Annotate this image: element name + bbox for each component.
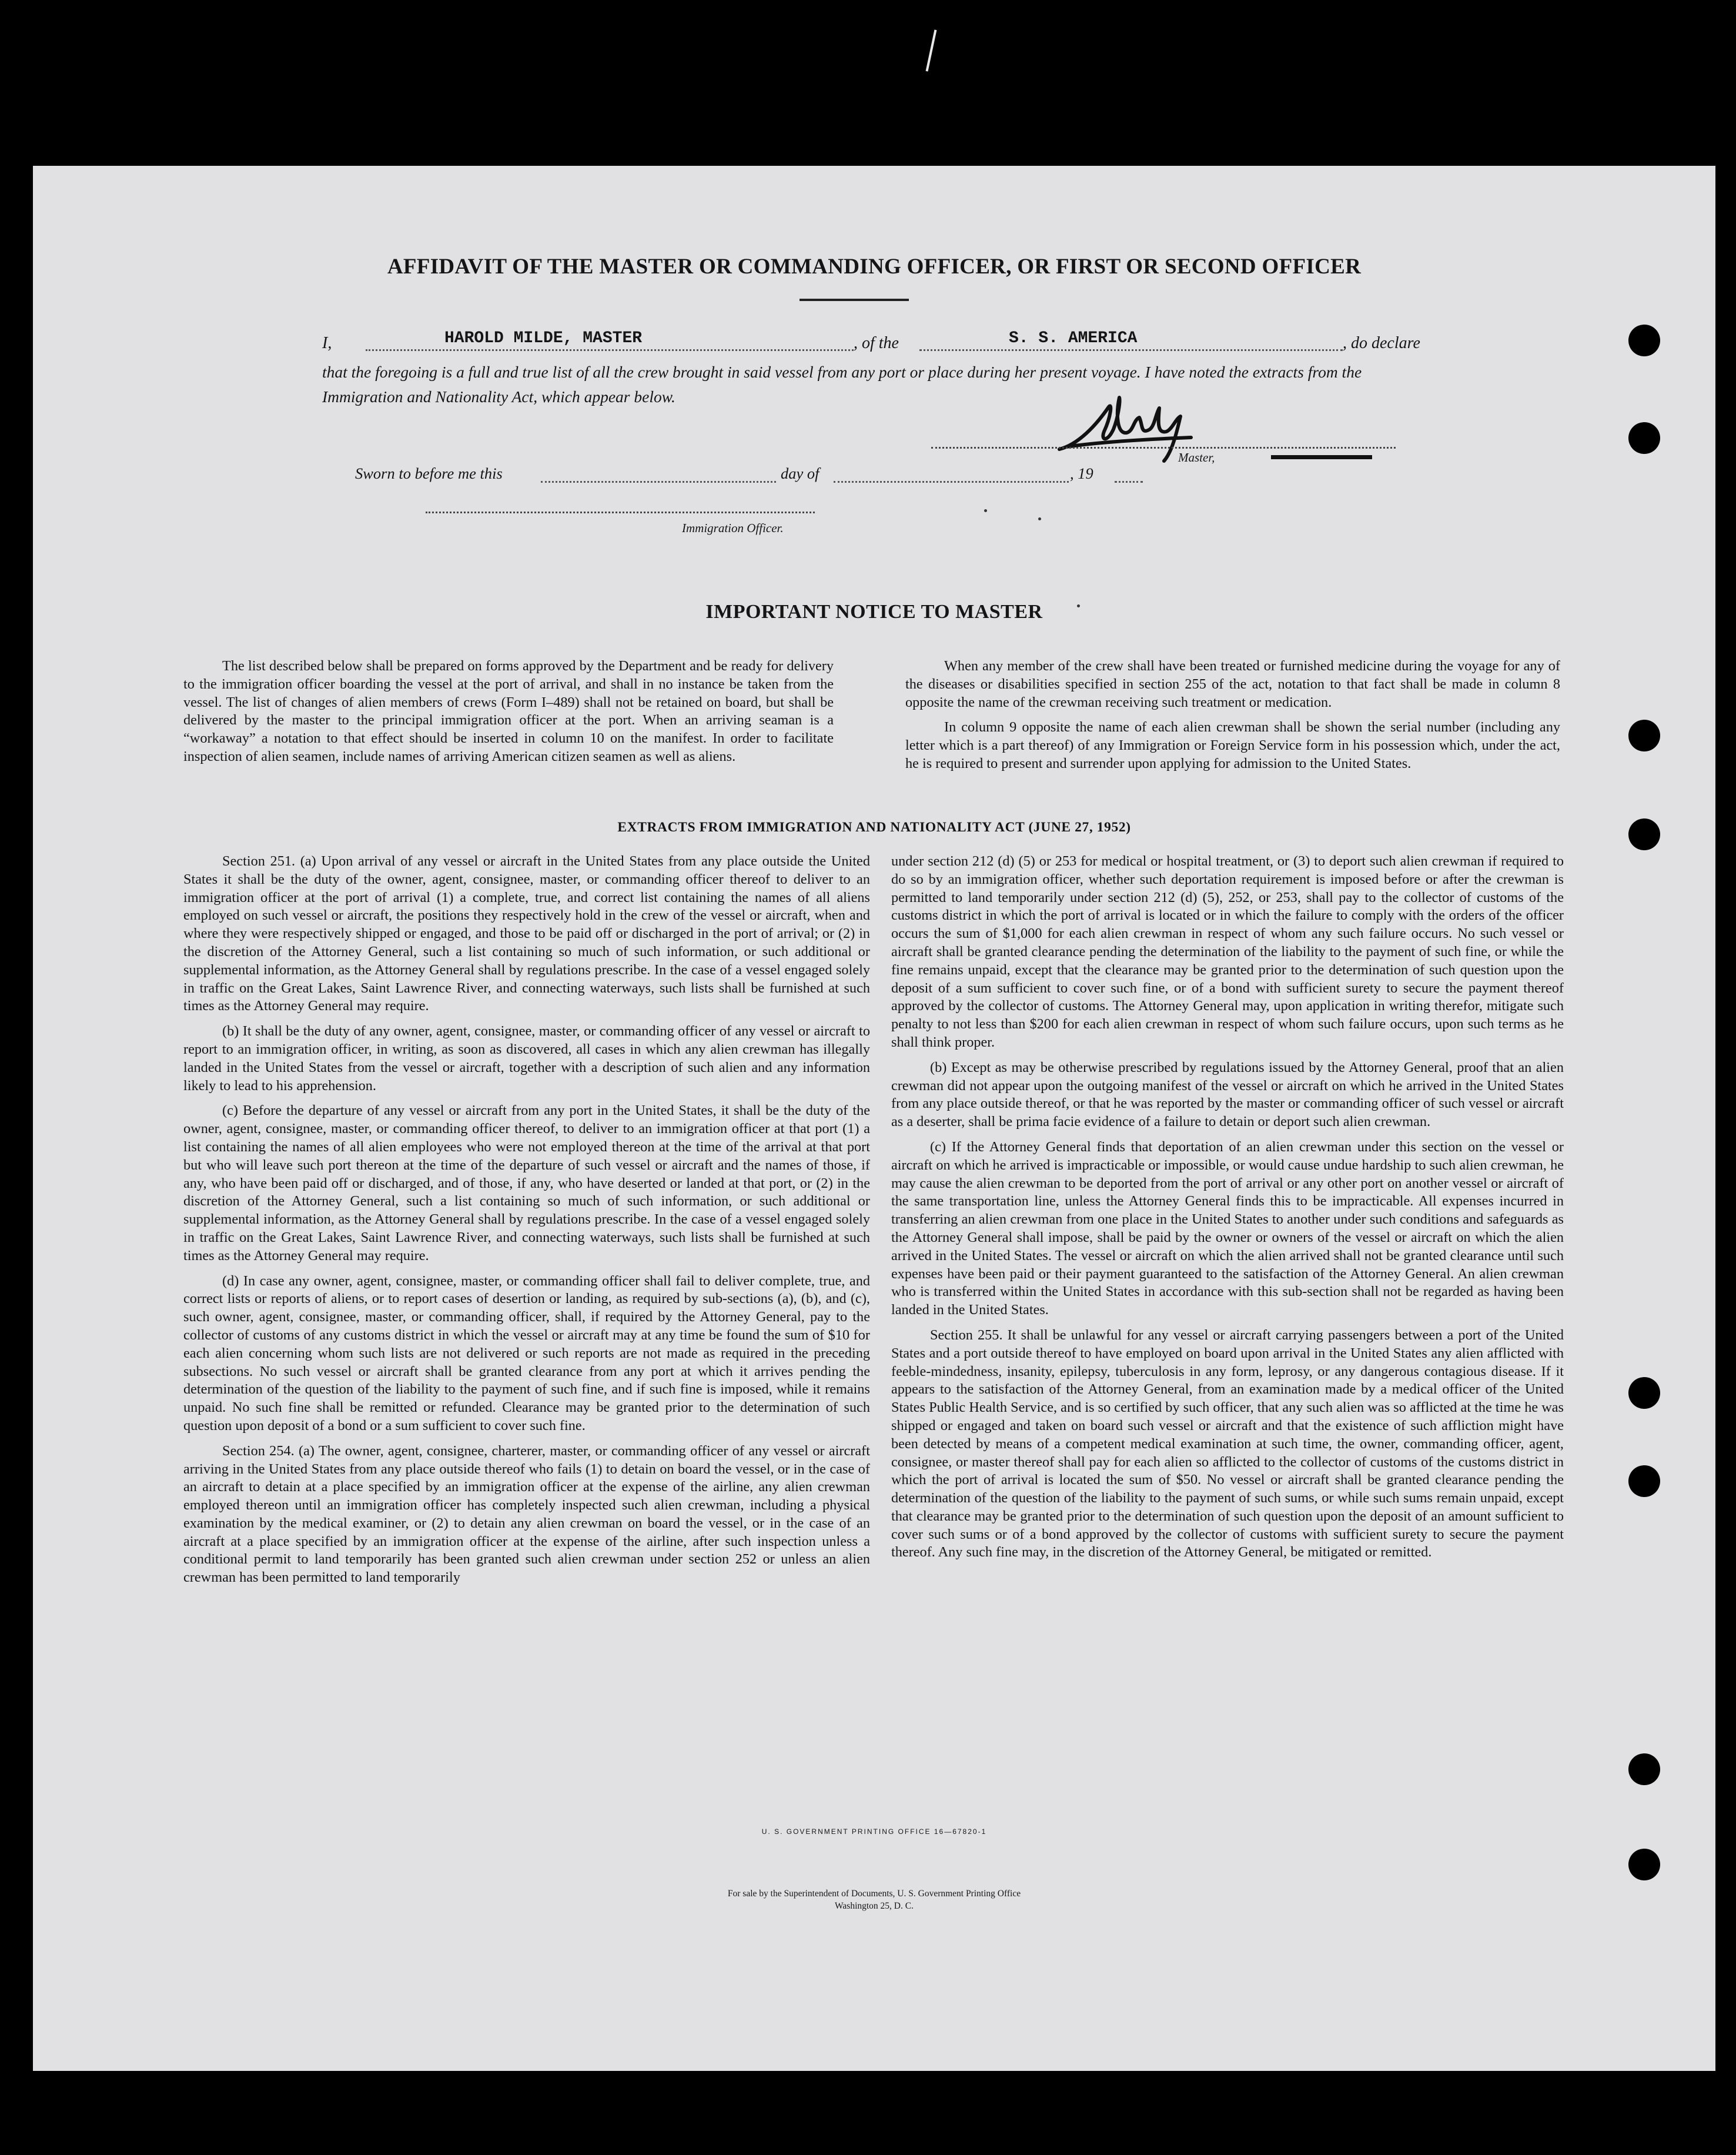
scan-speck bbox=[1038, 517, 1041, 520]
declarant-name: HAROLD MILDE, MASTER bbox=[444, 329, 643, 348]
struck-out-officer-title bbox=[1271, 455, 1372, 459]
punch-hole bbox=[1628, 422, 1660, 454]
section-251d: (d) In case any owner, agent, consignee, master, or commanding officer shall fail to deliver complete, true, and correct lists or reports of aliens, or to report cases of desertion or landing, as required by sub-sections (a), (b), and (c), such owner, agent, consignee, master, or commanding officer, shall, if required by the Attorney General, pay to the collector of customs of any customs district in which the vessel or aircraft may at any time be found the sum of $10 for each alien concerning whom such lists are not delivered or such reports are not made as required in the preceding subsections. No such vessel or aircraft shall be granted clearance from any port at which it arrives pending the determination of the question of the liability to the payment of such fine, and if such fine is imposed, while it remains unpaid. No such fine shall be remitted or refunded. Clearance may be granted prior to the determination of such question upon deposit of a bond or a sum sufficient to cover such fine. bbox=[183, 1272, 870, 1434]
punch-hole bbox=[1628, 1465, 1660, 1497]
section-254a: Section 254. (a) The owner, agent, consignee, charterer, master, or commanding officer of any vessel or aircraft arriving in the United States from any place outside thereof who fails (1) to detain on board the vessel, or in the case of an aircraft to detain at a place specified by an immigration officer at the expense of the airline, any alien crewman employed thereon until an immigration officer has completely inspected such alien crewman, including a physical examination by the medical examiner, or (2) to detain any alien crewman on board the vessel, or in the case of an aircraft at a place specified by an immigration officer at the expense of the airline, after such inspection unless a conditional permit to land temporarily has been granted such alien crewman under section 252 or unless an alien crewman has been permitted to land temporarily bbox=[183, 1442, 870, 1586]
section-254b: (b) Except as may be otherwise prescribed by regulations issued by the Attorney General, proof that an alien crewman did not appear upon the outgoing manifest of the vessel or aircraft on which he arrived in the United States from any place outside thereof, or that he was reported by the master or commanding officer of such vessel or aircraft as a deserter, shall be prima facie evidence of a failure to detain or deport such alien crewman. bbox=[891, 1059, 1564, 1130]
sworn-line bbox=[355, 465, 1178, 488]
signature-image bbox=[1055, 390, 1196, 467]
notice-paragraph: In column 9 opposite the name of each alien crewman shall be shown the serial number (including any letter which is a part thereof) of any Immigration or Foreign Service form in his possession which, under the act, he is required to present and surrender upon applying for admission to the United States. bbox=[905, 719, 1560, 771]
scan-speck bbox=[984, 509, 987, 512]
printer-imprint: U. S. GOVERNMENT PRINTING OFFICE 16—67820-1 bbox=[761, 1827, 987, 1836]
extracts-left-column bbox=[183, 853, 870, 1587]
affidavit-page bbox=[33, 166, 1715, 2071]
punch-hole bbox=[1628, 1849, 1660, 1880]
affidavit-title: AFFIDAVIT OF THE MASTER OR COMMANDING OFFICER, OR FIRST OR SECOND OFFICER bbox=[387, 255, 1362, 279]
title-rule bbox=[800, 299, 909, 301]
immigration-officer-label: Immigration Officer. bbox=[682, 521, 784, 535]
section-254c: (c) If the Attorney General finds that deportation of an alien crewman under this section on the vessel or aircraft on which he arrived is impracticable or impossible, or would cause undue hardship to such alien crewman, he may cause the alien crewman to be deported from the port of arrival or any other port on another vessel or aircraft of the same transportation line, unless the Attorney General finds this to be impracticable. All expenses incurred in transferring an alien crewman from one place in the United States to another under such conditions and safeguards as the Attorney General shall impose, shall be paid by the owner or owners of the vessel or aircraft on which the alien arrived in the United States. The vessel or aircraft on which the alien arrived shall not be granted clearance until such expenses have been paid or their payment guaranteed to the satisfaction of the Attorney General. An alien crewman who is transferred within the United States in accordance with this sub-section shall not be regarded as having been landed in the United States. bbox=[891, 1138, 1564, 1318]
scan-speck bbox=[1077, 604, 1080, 607]
extracts-title: EXTRACTS FROM IMMIGRATION AND NATIONALITY ACT (JUNE 27, 1952) bbox=[617, 820, 1131, 835]
do-declare-label: , do declare bbox=[1343, 334, 1420, 352]
signature-line bbox=[931, 447, 1396, 449]
day-of-label: day of bbox=[781, 465, 820, 482]
declarant-prefix: I, bbox=[322, 334, 332, 352]
sale-notice-line: For sale by the Superintendent of Documents, U. S. Government Printing Office bbox=[727, 1889, 1021, 1899]
year-prefix-label: , 19 bbox=[1070, 465, 1093, 482]
scan-mark bbox=[926, 29, 937, 71]
punch-hole bbox=[1628, 325, 1660, 356]
declarant-line bbox=[322, 329, 1433, 355]
extracts-right-column bbox=[891, 853, 1564, 1562]
immigration-officer-line bbox=[426, 512, 815, 513]
notice-right-column bbox=[905, 657, 1560, 773]
sworn-day-dotted-line bbox=[541, 481, 776, 483]
section-254a-continued: under section 212 (d) (5) or 253 for medical or hospital treatment, or (3) to deport such alien crewman if required to do so by an immigration officer, whether such deportation requirement is imposed before or after the crewman is permitted to land temporarily under section 212 (d) (5), 252, or 253, shall pay to the collector of customs of the customs district in which the port of arrival is located or in which the failure to comply with the orders of the officer occurs the sum of $1,000 for each alien crewman in respect of whom any such failure occurs. No such vessel or aircraft shall be granted clearance pending the determination of the liability to the payment of such fine, or while the fine remains unpaid, except that the clearance may be granted prior to the determination of such question upon the deposit of a sum sufficient to cover such fine, or of a bond with sufficient surety to secure the payment thereof approved by the collector of customs. The Attorney General may, upon application in writing therefor, mitigate such penalty to not less than $200 for each alien crewman in respect of whom such failure occurs, upon such terms as he shall think proper. bbox=[891, 853, 1564, 1050]
sale-notice bbox=[33, 1887, 1715, 1912]
name-dotted-line bbox=[366, 349, 854, 351]
sale-notice-line: Washington 25, D. C. bbox=[835, 1901, 914, 1911]
notice-paragraph: When any member of the crew shall have been treated or furnished medicine during the voyage for any of the diseases or disabilities specified in section 255 of the act, notation to that fact shall be made in column 8 opposite the name of the crewman receiving such treatment or medication. bbox=[905, 658, 1560, 710]
notice-left-column bbox=[183, 657, 834, 766]
section-255: Section 255. It shall be unlawful for any vessel or aircraft carrying passengers between a port of the United States and a port outside thereof to have employed on board upon arrival in the United States any alien afflicted with feeble-mindedness, insanity, epilepsy, tuberculosis in any form, leprosy, or any dangerous contagious disease. If it appears to the satisfaction of the Attorney General, from an examination made by a medical officer of the United States Public Health Service, and is so certified by such officer, that any such alien was so afflicted at the time he was shipped or engaged and taken on board such vessel or aircraft and that the existence of such affliction might have been detected by means of a competent medical examination at such time, the owner, commanding officer, agent, consignee, or master thereof shall pay for each alien so afflicted to the collector of customs of the customs district in which the port of arrival is located the sum of $50. No vessel or aircraft shall be granted clearance pending the determination of the question of the liability to the payment of such sums, or while such sums remain unpaid, except that clearance may be granted prior to the determination of such question upon the deposit of an amount sufficient to cover such sums or of a bond approved by the collector of customs with sufficient surety to secure the payment thereof. Any such fine may, in the discretion of the Attorney General, be mitigated or remitted. bbox=[891, 1327, 1564, 1561]
notice-title: IMPORTANT NOTICE TO MASTER bbox=[705, 601, 1043, 623]
punch-hole bbox=[1628, 720, 1660, 751]
vessel-name: S. S. AMERICA bbox=[1009, 329, 1138, 348]
sworn-month-dotted-line bbox=[834, 481, 1069, 483]
punch-hole bbox=[1628, 1753, 1660, 1785]
of-the-label: , of the bbox=[854, 334, 899, 352]
sworn-label: Sworn to before me this bbox=[355, 465, 503, 482]
sworn-year-dotted-line bbox=[1115, 481, 1143, 483]
section-251b: (b) It shall be the duty of any owner, agent, consignee, master, or commanding officer of any vessel or aircraft to report to an immigration officer, in writing, as soon as discovered, all cases in which any alien crewman has illegally landed in the United States from the vessel or aircraft, together with a description of such alien and any information likely to lead to his apprehension. bbox=[183, 1023, 870, 1094]
declaration-text: that the foregoing is a full and true list of all the crew brought in said vessel from any port or place during her present voyage. I have noted the extracts from the Immigration and Nationality Act, which appear below. bbox=[322, 363, 1362, 406]
section-251a: Section 251. (a) Upon arrival of any vessel or aircraft in the United States from any place outside the United States it shall be the duty of the owner, agent, consignee, master, or commanding officer thereof to deliver to an immigration officer at the port of arrival (1) a complete, true, and correct list containing the names of all aliens employed on such vessel or aircraft, the positions they respectively hold in the crew of the vessel or aircraft, when and where they were respectively shipped or engaged, and those to be paid off or discharged in the port of arrival; or (2) in the discretion of the Attorney General, such a list containing so much of such information, or such additional or supplemental information, as the Attorney General shall by regulations prescribe. In the case of a vessel engaged solely in traffic on the Great Lakes, Saint Lawrence River, and connecting waterways, such lists shall be furnished at such times as the Attorney General may require. bbox=[183, 853, 870, 1014]
officer-title-label: Master, bbox=[1178, 450, 1215, 465]
punch-hole bbox=[1628, 1377, 1660, 1409]
section-251c: (c) Before the departure of any vessel or aircraft from any port in the United States, it shall be the duty of the owner, agent, consignee, master, or commanding officer thereof, to deliver to an immigration officer at that port (1) a list containing the names of all alien employees who were not employed thereon at the time of the arrival at that port but who will leave such port thereon at the time of the departure of such vessel or aircraft and the names of those, if any, who have been paid off or discharged, and of those, if any, who have deserted or landed at that port, or (2) in the discretion of the Attorney General, such a list containing so much of such information, or such additional or supplemental information, as the Attorney General shall by regulations prescribe. In the case of a vessel engaged solely in traffic on the Great Lakes, Saint Lawrence River, and connecting waterways, such lists shall be furnished at such times as the Attorney General may require. bbox=[183, 1102, 870, 1264]
vessel-dotted-line bbox=[919, 349, 1343, 351]
notice-paragraph: The list described below shall be prepared on forms approved by the Department and be ready for delivery to the immigration officer boarding the vessel at the port of arrival, and shall in no instance be taken from the vessel. The list of changes of alien members of crews (Form I–489) shall not be retained on board, but shall be delivered by the master to the principal immigration officer at the port. When an arriving seaman is a “workaway” a notation to that effect should be inserted in column 10 on the manifest. In order to facilitate inspection of alien seamen, include names of arriving American citizen seamen as well as aliens. bbox=[183, 658, 834, 764]
